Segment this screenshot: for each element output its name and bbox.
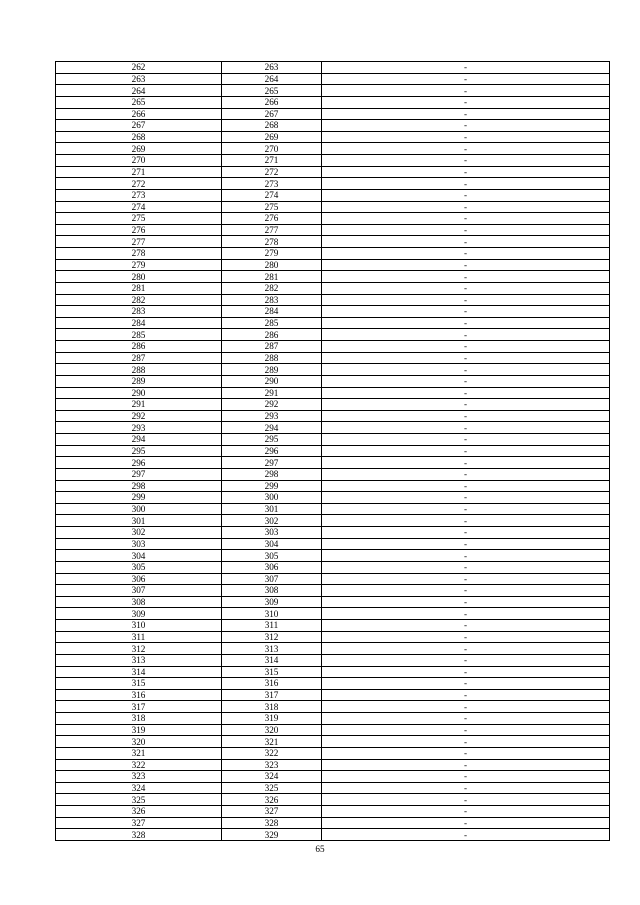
table-cell-col-3: - xyxy=(322,585,610,597)
table-row xyxy=(56,178,610,190)
table-row xyxy=(56,434,610,446)
table-cell-col-3: - xyxy=(322,282,610,294)
table-cell-col-2: 279 xyxy=(222,248,322,260)
table-row xyxy=(56,620,610,632)
table-row xyxy=(56,596,610,608)
table-cell-col-2: 325 xyxy=(222,782,322,794)
table-cell-col-2: 273 xyxy=(222,178,322,190)
table-cell-col-1: 293 xyxy=(56,422,222,434)
table-row xyxy=(56,503,610,515)
table-cell-col-1: 284 xyxy=(56,317,222,329)
table-cell-col-3: - xyxy=(322,364,610,376)
table-cell-col-2: 307 xyxy=(222,573,322,585)
table-cell-col-2: 294 xyxy=(222,422,322,434)
table-cell-col-3: - xyxy=(322,387,610,399)
table-cell-col-3: - xyxy=(322,620,610,632)
table-cell-col-2: 286 xyxy=(222,329,322,341)
table-cell-col-2: 309 xyxy=(222,596,322,608)
table-cell-col-1: 277 xyxy=(56,236,222,248)
table-cell-col-1: 278 xyxy=(56,248,222,260)
table-cell-col-1: 273 xyxy=(56,189,222,201)
table-cell-col-1: 294 xyxy=(56,434,222,446)
table-cell-col-1: 298 xyxy=(56,480,222,492)
table-cell-col-1: 274 xyxy=(56,201,222,213)
table-cell-col-2: 266 xyxy=(222,96,322,108)
table-cell-col-2: 283 xyxy=(222,294,322,306)
table-cell-col-1: 267 xyxy=(56,120,222,132)
table-row xyxy=(56,573,610,585)
table-cell-col-3: - xyxy=(322,701,610,713)
table-cell-col-3: - xyxy=(322,794,610,806)
table-row xyxy=(56,585,610,597)
table-cell-col-3: - xyxy=(322,782,610,794)
table-cell-col-2: 287 xyxy=(222,341,322,353)
table-cell-col-2: 281 xyxy=(222,271,322,283)
table-cell-col-1: 270 xyxy=(56,155,222,167)
table-cell-col-2: 312 xyxy=(222,631,322,643)
table-cell-col-3: - xyxy=(322,678,610,690)
table-row xyxy=(56,85,610,97)
table-row xyxy=(56,701,610,713)
table-cell-col-1: 283 xyxy=(56,306,222,318)
table-row xyxy=(56,375,610,387)
table-cell-col-2: 299 xyxy=(222,480,322,492)
table-row xyxy=(56,306,610,318)
table-cell-col-3: - xyxy=(322,375,610,387)
table-cell-col-1: 263 xyxy=(56,73,222,85)
table-row xyxy=(56,678,610,690)
table-row xyxy=(56,689,610,701)
table-cell-col-3: - xyxy=(322,259,610,271)
table-row xyxy=(56,654,610,666)
table-row xyxy=(56,410,610,422)
table-cell-col-3: - xyxy=(322,596,610,608)
table-cell-col-3: - xyxy=(322,399,610,411)
table-cell-col-1: 271 xyxy=(56,166,222,178)
table-cell-col-1: 265 xyxy=(56,96,222,108)
table-cell-col-1: 285 xyxy=(56,329,222,341)
table-row xyxy=(56,561,610,573)
table-cell-col-2: 316 xyxy=(222,678,322,690)
table-row xyxy=(56,329,610,341)
table-cell-col-1: 296 xyxy=(56,457,222,469)
table-cell-col-3: - xyxy=(322,143,610,155)
table-cell-col-3: - xyxy=(322,201,610,213)
table-row xyxy=(56,201,610,213)
table-cell-col-2: 327 xyxy=(222,806,322,818)
table-cell-col-1: 305 xyxy=(56,561,222,573)
table-cell-col-3: - xyxy=(322,561,610,573)
table-cell-col-2: 297 xyxy=(222,457,322,469)
table-cell-col-1: 297 xyxy=(56,468,222,480)
table-cell-col-2: 263 xyxy=(222,62,322,74)
table-cell-col-1: 324 xyxy=(56,782,222,794)
table-cell-col-2: 280 xyxy=(222,259,322,271)
table-cell-col-3: - xyxy=(322,759,610,771)
table-cell-col-2: 308 xyxy=(222,585,322,597)
table-cell-col-3: - xyxy=(322,608,610,620)
table-cell-col-1: 295 xyxy=(56,445,222,457)
table-cell-col-3: - xyxy=(322,747,610,759)
table-cell-col-3: - xyxy=(322,527,610,539)
table-cell-col-2: 276 xyxy=(222,213,322,225)
table-cell-col-2: 296 xyxy=(222,445,322,457)
table-cell-col-3: - xyxy=(322,341,610,353)
table-cell-col-1: 299 xyxy=(56,492,222,504)
table-cell-col-1: 286 xyxy=(56,341,222,353)
table-row xyxy=(56,224,610,236)
table-cell-col-3: - xyxy=(322,829,610,841)
table-row xyxy=(56,492,610,504)
table-cell-col-2: 264 xyxy=(222,73,322,85)
table-row xyxy=(56,259,610,271)
table-cell-col-2: 270 xyxy=(222,143,322,155)
table-row xyxy=(56,352,610,364)
table-cell-col-1: 262 xyxy=(56,62,222,74)
table-cell-col-3: - xyxy=(322,573,610,585)
table-cell-col-2: 303 xyxy=(222,527,322,539)
table-cell-col-3: - xyxy=(322,85,610,97)
table-row xyxy=(56,480,610,492)
table-cell-col-2: 317 xyxy=(222,689,322,701)
table-cell-col-1: 323 xyxy=(56,771,222,783)
table-cell-col-2: 288 xyxy=(222,352,322,364)
table-cell-col-3: - xyxy=(322,213,610,225)
table-row xyxy=(56,62,610,74)
table-cell-col-2: 311 xyxy=(222,620,322,632)
table-cell-col-2: 314 xyxy=(222,654,322,666)
table-cell-col-3: - xyxy=(322,166,610,178)
table-cell-col-2: 298 xyxy=(222,468,322,480)
table-row xyxy=(56,759,610,771)
table-cell-col-2: 290 xyxy=(222,375,322,387)
table-cell-col-1: 318 xyxy=(56,713,222,725)
table-cell-col-1: 321 xyxy=(56,747,222,759)
table-cell-col-3: - xyxy=(322,155,610,167)
table-cell-col-2: 320 xyxy=(222,724,322,736)
table-row xyxy=(56,631,610,643)
table-cell-col-1: 320 xyxy=(56,736,222,748)
table-row xyxy=(56,794,610,806)
table-cell-col-2: 305 xyxy=(222,550,322,562)
table-cell-col-1: 272 xyxy=(56,178,222,190)
table-cell-col-2: 292 xyxy=(222,399,322,411)
table-cell-col-2: 291 xyxy=(222,387,322,399)
table-cell-col-1: 319 xyxy=(56,724,222,736)
table-cell-col-1: 266 xyxy=(56,108,222,120)
table-cell-col-2: 275 xyxy=(222,201,322,213)
table-cell-col-2: 310 xyxy=(222,608,322,620)
table-row xyxy=(56,143,610,155)
table-cell-col-2: 278 xyxy=(222,236,322,248)
table-row xyxy=(56,527,610,539)
table-cell-col-3: - xyxy=(322,294,610,306)
table-cell-col-1: 304 xyxy=(56,550,222,562)
table-cell-col-3: - xyxy=(322,189,610,201)
table-cell-col-3: - xyxy=(322,62,610,74)
table-cell-col-2: 322 xyxy=(222,747,322,759)
table-cell-col-1: 276 xyxy=(56,224,222,236)
table-cell-col-1: 310 xyxy=(56,620,222,632)
table-cell-col-1: 288 xyxy=(56,364,222,376)
table-cell-col-1: 316 xyxy=(56,689,222,701)
table-cell-col-1: 280 xyxy=(56,271,222,283)
table-cell-col-2: 306 xyxy=(222,561,322,573)
table-cell-col-1: 275 xyxy=(56,213,222,225)
table-cell-col-3: - xyxy=(322,96,610,108)
table-cell-col-2: 274 xyxy=(222,189,322,201)
table-row xyxy=(56,736,610,748)
table-cell-col-2: 277 xyxy=(222,224,322,236)
table-cell-col-2: 323 xyxy=(222,759,322,771)
table-row xyxy=(56,608,610,620)
table-cell-col-1: 269 xyxy=(56,143,222,155)
table-row xyxy=(56,550,610,562)
table-cell-col-2: 282 xyxy=(222,282,322,294)
table-cell-col-1: 312 xyxy=(56,643,222,655)
table-cell-col-1: 281 xyxy=(56,282,222,294)
table-row xyxy=(56,120,610,132)
data-table xyxy=(55,61,610,841)
table-cell-col-3: - xyxy=(322,445,610,457)
table-row xyxy=(56,445,610,457)
table-cell-col-3: - xyxy=(322,736,610,748)
table-cell-col-1: 307 xyxy=(56,585,222,597)
table-cell-col-2: 315 xyxy=(222,666,322,678)
table-cell-col-3: - xyxy=(322,515,610,527)
table-cell-col-3: - xyxy=(322,654,610,666)
table-cell-col-3: - xyxy=(322,771,610,783)
table-cell-col-3: - xyxy=(322,178,610,190)
table-cell-col-3: - xyxy=(322,806,610,818)
page-number: 65 xyxy=(315,844,325,854)
table-cell-col-2: 313 xyxy=(222,643,322,655)
table-row xyxy=(56,666,610,678)
table-cell-col-2: 284 xyxy=(222,306,322,318)
table-cell-col-2: 269 xyxy=(222,131,322,143)
table-row xyxy=(56,271,610,283)
table-row xyxy=(56,96,610,108)
table-cell-col-3: - xyxy=(322,271,610,283)
table-cell-col-2: 285 xyxy=(222,317,322,329)
table-cell-col-3: - xyxy=(322,306,610,318)
table-cell-col-2: 324 xyxy=(222,771,322,783)
table-row xyxy=(56,422,610,434)
table-row xyxy=(56,166,610,178)
table-cell-col-3: - xyxy=(322,434,610,446)
table-cell-col-1: 325 xyxy=(56,794,222,806)
table-row xyxy=(56,236,610,248)
table-cell-col-3: - xyxy=(322,236,610,248)
table-cell-col-1: 268 xyxy=(56,131,222,143)
table-row xyxy=(56,341,610,353)
table-cell-col-2: 271 xyxy=(222,155,322,167)
table-body xyxy=(56,62,610,841)
table-row xyxy=(56,643,610,655)
table-cell-col-3: - xyxy=(322,224,610,236)
table-row xyxy=(56,457,610,469)
table-cell-col-2: 318 xyxy=(222,701,322,713)
table-cell-col-1: 279 xyxy=(56,259,222,271)
table-cell-col-1: 306 xyxy=(56,573,222,585)
table-cell-col-3: - xyxy=(322,248,610,260)
table-cell-col-2: 265 xyxy=(222,85,322,97)
table-cell-col-3: - xyxy=(322,457,610,469)
table-cell-col-3: - xyxy=(322,329,610,341)
table-cell-col-2: 293 xyxy=(222,410,322,422)
table-row xyxy=(56,364,610,376)
table-cell-col-1: 292 xyxy=(56,410,222,422)
table-row xyxy=(56,713,610,725)
table-cell-col-3: - xyxy=(322,817,610,829)
table-cell-col-2: 326 xyxy=(222,794,322,806)
table-cell-col-1: 317 xyxy=(56,701,222,713)
table-cell-col-3: - xyxy=(322,131,610,143)
table-row xyxy=(56,515,610,527)
table-cell-col-1: 302 xyxy=(56,527,222,539)
table-cell-col-1: 313 xyxy=(56,654,222,666)
table-cell-col-3: - xyxy=(322,666,610,678)
table-cell-col-1: 301 xyxy=(56,515,222,527)
table-cell-col-2: 295 xyxy=(222,434,322,446)
table-cell-col-2: 302 xyxy=(222,515,322,527)
table-cell-col-3: - xyxy=(322,352,610,364)
table-row xyxy=(56,213,610,225)
table-cell-col-3: - xyxy=(322,643,610,655)
table-row xyxy=(56,399,610,411)
table-cell-col-3: - xyxy=(322,492,610,504)
table-row xyxy=(56,747,610,759)
table-row xyxy=(56,131,610,143)
table-cell-col-3: - xyxy=(322,724,610,736)
table-cell-col-2: 289 xyxy=(222,364,322,376)
table-cell-col-1: 327 xyxy=(56,817,222,829)
table-cell-col-2: 301 xyxy=(222,503,322,515)
table-cell-col-1: 311 xyxy=(56,631,222,643)
table-row xyxy=(56,817,610,829)
table-row xyxy=(56,468,610,480)
table-cell-col-2: 272 xyxy=(222,166,322,178)
table-row xyxy=(56,189,610,201)
table-cell-col-3: - xyxy=(322,108,610,120)
table-cell-col-2: 304 xyxy=(222,538,322,550)
table-cell-col-3: - xyxy=(322,468,610,480)
table-cell-col-3: - xyxy=(322,422,610,434)
table-row xyxy=(56,806,610,818)
table-cell-col-2: 319 xyxy=(222,713,322,725)
table-cell-col-3: - xyxy=(322,120,610,132)
table-row xyxy=(56,108,610,120)
table-row xyxy=(56,73,610,85)
table-cell-col-3: - xyxy=(322,713,610,725)
table-cell-col-1: 289 xyxy=(56,375,222,387)
table-cell-col-2: 321 xyxy=(222,736,322,748)
table-cell-col-2: 329 xyxy=(222,829,322,841)
table-cell-col-2: 267 xyxy=(222,108,322,120)
table-row xyxy=(56,829,610,841)
table-cell-col-2: 328 xyxy=(222,817,322,829)
table-row xyxy=(56,782,610,794)
table-row xyxy=(56,724,610,736)
table-cell-col-1: 328 xyxy=(56,829,222,841)
table-cell-col-1: 326 xyxy=(56,806,222,818)
table-cell-col-3: - xyxy=(322,410,610,422)
table-cell-col-3: - xyxy=(322,317,610,329)
table-cell-col-1: 308 xyxy=(56,596,222,608)
table-cell-col-3: - xyxy=(322,550,610,562)
table-row xyxy=(56,155,610,167)
table-cell-col-3: - xyxy=(322,631,610,643)
table-row xyxy=(56,282,610,294)
table-cell-col-1: 287 xyxy=(56,352,222,364)
table-cell-col-1: 309 xyxy=(56,608,222,620)
table-cell-col-3: - xyxy=(322,503,610,515)
table-cell-col-1: 322 xyxy=(56,759,222,771)
table-cell-col-3: - xyxy=(322,480,610,492)
table-cell-col-1: 303 xyxy=(56,538,222,550)
table-cell-col-1: 315 xyxy=(56,678,222,690)
table-cell-col-2: 268 xyxy=(222,120,322,132)
table-row xyxy=(56,317,610,329)
table-cell-col-3: - xyxy=(322,689,610,701)
table-cell-col-1: 264 xyxy=(56,85,222,97)
table-cell-col-1: 291 xyxy=(56,399,222,411)
table-cell-col-3: - xyxy=(322,538,610,550)
table-row xyxy=(56,771,610,783)
table-row xyxy=(56,538,610,550)
table-row xyxy=(56,248,610,260)
table-row xyxy=(56,387,610,399)
table-cell-col-1: 300 xyxy=(56,503,222,515)
table-row xyxy=(56,294,610,306)
table-cell-col-1: 290 xyxy=(56,387,222,399)
table-cell-col-1: 314 xyxy=(56,666,222,678)
table-cell-col-2: 300 xyxy=(222,492,322,504)
table-cell-col-1: 282 xyxy=(56,294,222,306)
table-cell-col-3: - xyxy=(322,73,610,85)
